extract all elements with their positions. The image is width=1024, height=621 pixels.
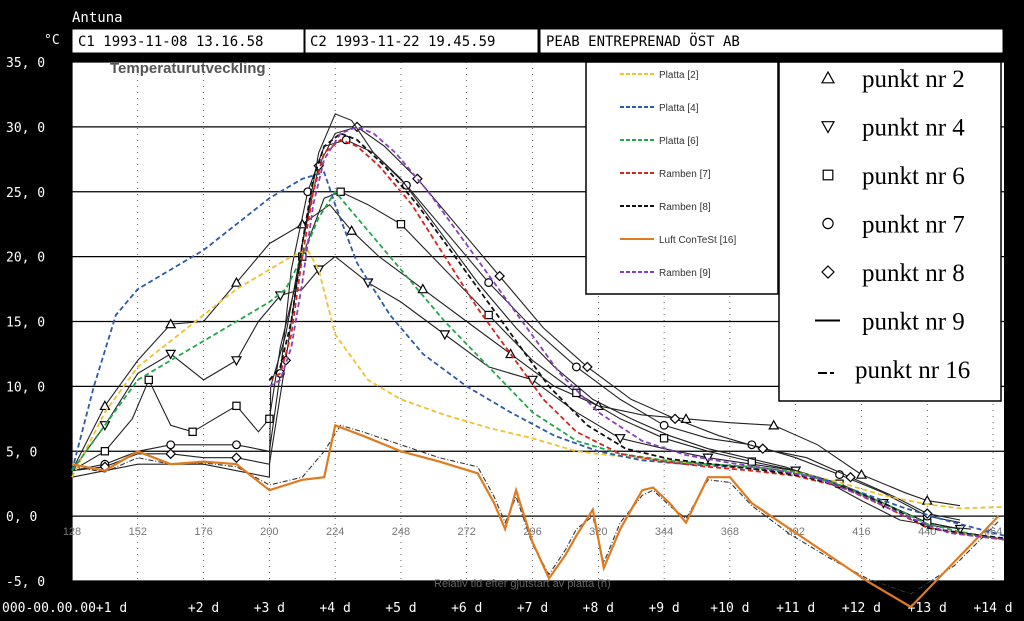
legend-marker-label: punkt nr 16: [855, 357, 971, 384]
y-tick-label: 25, 0: [6, 185, 46, 201]
legend-marker-label: punkt nr 4: [862, 114, 965, 142]
legend-label: Luft ConTeSt [16]: [659, 235, 737, 246]
y-tick-label: 10, 0: [6, 380, 46, 396]
marker-circle: [167, 441, 175, 449]
y-tick-label: 35, 0: [6, 56, 46, 71]
legend-label: Ramben [8]: [659, 202, 711, 213]
day-axis: [2, 601, 1013, 616]
x-tick-label: 224: [325, 526, 345, 539]
legend-marker-label: punkt nr 7: [862, 211, 965, 239]
legend-marker-label: punkt nr 8: [862, 260, 965, 287]
day-tick-label: +5 d: [385, 601, 417, 616]
legend-label: Ramben [7]: [659, 169, 711, 180]
y-tick-label: 15, 0: [6, 315, 46, 331]
y-tick-label: 30, 0: [6, 120, 46, 136]
marker-square: [397, 221, 404, 228]
x-tick-label: 176: [194, 526, 213, 539]
x-tick-label: 464: [983, 526, 1003, 539]
x-axis: [63, 526, 1002, 538]
marker-circle: [573, 363, 581, 371]
marker-square: [101, 448, 108, 455]
app-name: Antuna: [72, 10, 123, 26]
marker-square: [233, 402, 240, 409]
marker-square: [189, 428, 196, 435]
x-axis-title: Relativ tid efter gjutstart av platta (h): [434, 578, 611, 590]
day-tick-label: +2 d: [187, 601, 220, 616]
day-tick-label: +7 d: [516, 601, 549, 616]
y-tick-label: -5, 0: [6, 575, 46, 590]
day-tick-label: +14 d: [973, 601, 1013, 616]
chart-title: Temperaturutveckling: [110, 60, 266, 77]
legend-marker-label: punkt nr 2: [862, 66, 965, 93]
y-tick-label: 0, 0: [6, 510, 38, 526]
marker-square: [660, 435, 667, 442]
day-tick-label: 000-00.00.00+1 d: [2, 601, 128, 616]
y-tick-label: 20, 0: [6, 250, 46, 266]
x-tick-label: 296: [523, 526, 542, 539]
company-label: PEAB ENTREPRENAD ÖST AB: [546, 34, 740, 50]
x-tick-label: 128: [62, 526, 82, 539]
marker-square: [337, 188, 344, 195]
y-axis: [6, 56, 45, 590]
x-tick-label: 368: [720, 526, 740, 539]
x-tick-label: 272: [457, 526, 476, 539]
day-tick-label: +9 d: [648, 601, 680, 616]
legend-marker-label: punkt nr 9: [862, 308, 965, 336]
x-tick-label: 392: [786, 526, 805, 539]
legend-label: Platta [6]: [659, 136, 699, 147]
legend-label: Platta [4]: [659, 103, 699, 114]
legend-label: Ramben [9]: [659, 268, 711, 279]
day-tick-label: +6 d: [451, 601, 483, 616]
x-tick-label: 416: [852, 526, 871, 539]
legend-marker-label: punkt nr 6: [862, 163, 965, 190]
unit-label: °C: [44, 33, 60, 48]
marker-square: [266, 415, 273, 422]
y-tick-label: 5, 0: [6, 445, 38, 461]
day-tick-label: +13 d: [907, 601, 947, 616]
marker-square: [485, 311, 492, 318]
day-tick-label: +12 d: [841, 601, 882, 616]
day-tick-label: +4 d: [319, 601, 351, 616]
day-tick-label: +8 d: [582, 601, 614, 616]
marker-circle: [660, 421, 668, 429]
x-tick-label: 320: [589, 526, 608, 539]
marker-square: [823, 170, 833, 180]
legend-label: Platta [2]: [659, 70, 699, 81]
x-tick-label: 440: [918, 526, 937, 539]
cursor1-label: C1 1993-11-08 13.16.58: [78, 34, 264, 50]
marker-square: [145, 376, 152, 383]
marker-circle: [233, 441, 241, 449]
x-tick-label: 152: [128, 526, 147, 539]
day-tick-label: +3 d: [253, 601, 286, 616]
marker-circle: [823, 218, 833, 228]
day-tick-label: +11 d: [776, 601, 816, 616]
cursor2-label: C2 1993-11-22 19.45.59: [310, 34, 496, 50]
x-tick-label: 344: [654, 526, 674, 539]
day-tick-label: +10 d: [710, 601, 750, 616]
x-tick-label: 200: [260, 526, 279, 539]
x-tick-label: 248: [391, 526, 411, 539]
